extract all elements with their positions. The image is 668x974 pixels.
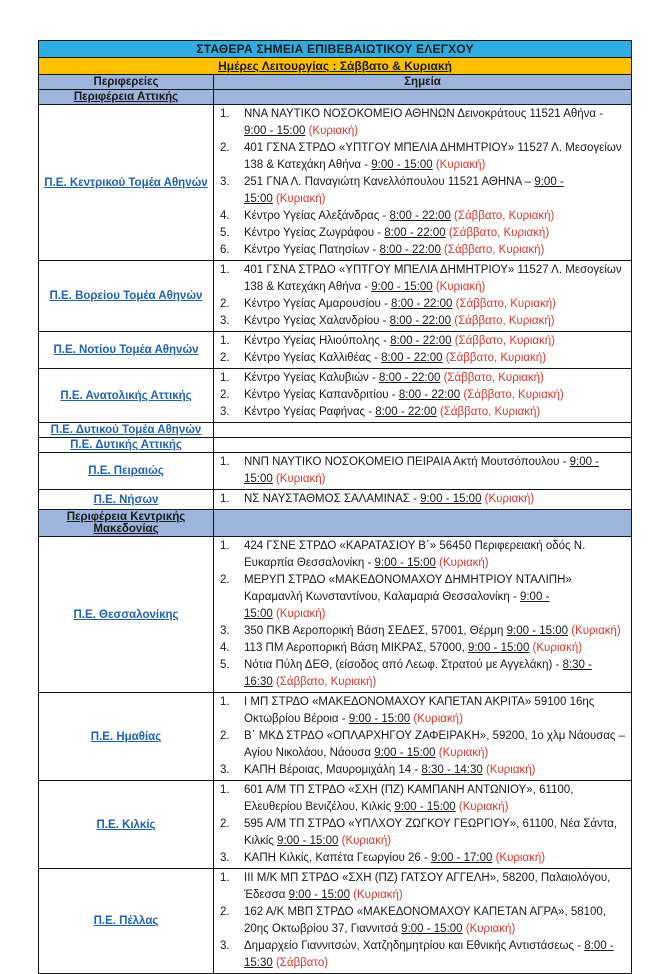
- item-number: 5.: [220, 659, 230, 671]
- checkpoint-item: [218, 782, 627, 816]
- checkpoint-item: [218, 657, 627, 691]
- item-number: 2.: [220, 574, 230, 586]
- points-cell: [214, 369, 632, 423]
- item-hours: 9:00 - 15:00: [288, 889, 350, 901]
- item-location: Κέντρο Υγείας Καλυβιών -: [244, 372, 380, 384]
- item-days: (Κυριακή): [568, 625, 621, 637]
- group-header-label: Περιφέρεια Αττικής: [73, 91, 179, 103]
- checkpoint-item: [218, 262, 627, 296]
- region-name-cell: [39, 423, 214, 438]
- group-header-cell: [39, 510, 214, 537]
- item-days: (Κυριακή): [529, 642, 583, 654]
- item-text: [244, 370, 627, 387]
- item-days: (Σάββατο, Κυριακή): [460, 389, 564, 401]
- checkpoint-item: [218, 454, 627, 488]
- checkpoint-item: [218, 904, 627, 938]
- item-days: (Κυριακή): [462, 923, 516, 935]
- item-location: 350 ΠΚΒ Αεροπορική Βάση ΣΕΔΕΣ, 57001, Θέρμη: [244, 625, 507, 637]
- item-hours: 9:00 - 15:00: [277, 835, 339, 847]
- points-cell: [214, 105, 632, 261]
- item-location: ΜΕΡΥΠ ΣΤΡΔΟ «ΜΑΚΕΔΟΝΟΜΑΧΟΥ ΔΗΜΗΤΡΙΟΥ ΝΤΑΛΙΠΗ» Καραμανλή Κωνσταντίνου, Καλαμαριά Θεσσαλονίκη -: [244, 574, 572, 603]
- group-header-cell: [39, 90, 214, 105]
- item-hours: 8:00 - 22:00: [389, 315, 452, 327]
- item-hours: 9:00 - 15:00: [348, 713, 411, 725]
- item-number: 3.: [220, 315, 230, 327]
- item-days: (Σάββατο, Κυριακή): [451, 315, 555, 327]
- item-number: 1.: [220, 108, 230, 120]
- item-text: [244, 262, 627, 296]
- item-location: Ι ΜΠ ΣΤΡΔΟ «ΜΑΚΕΔΟΝΟΜΑΧΟΥ ΚΑΠΕΤΑΝ ΑΚΡΙΤΑ» 59100 16ης Οκτωβρίου Βέροια -: [244, 696, 595, 725]
- item-days: (Σάββατο, Κυριακή): [451, 335, 556, 347]
- region-name-cell: [39, 537, 214, 693]
- region-row: [39, 369, 632, 423]
- item-days: (Σάββατο): [272, 957, 329, 969]
- points-cell: [214, 453, 632, 490]
- checkpoint-item: [218, 572, 627, 623]
- checkpoint-item: [218, 208, 627, 225]
- checkpoint-item: [218, 762, 627, 779]
- table-body: [39, 90, 632, 974]
- item-text: [244, 623, 627, 640]
- item-location: Κέντρο Υγείας Αλεξάνδρας -: [244, 210, 390, 222]
- item-days: (Κυριακή): [272, 193, 326, 205]
- item-text: [244, 538, 627, 572]
- checkpoint-item: [218, 296, 627, 313]
- item-location: 401 ΓΣΝΑ ΣΤΡΔΟ «ΥΠΤΓΟΥ ΜΠΕΛΙΑ ΔΗΜΗΤΡΙΟΥ» 11527 Λ. Μεσογείων 138 & Κατεχάκη Αθήνα -: [244, 264, 622, 293]
- item-hours: 9:00 - 15:00: [374, 557, 436, 569]
- item-number: 3.: [220, 625, 230, 637]
- item-location: Κέντρο Υγείας Καλλιθέας -: [244, 352, 382, 364]
- region-link[interactable]: Π.Ε. Κιλκίς: [96, 818, 156, 831]
- item-location: 601 Α/Μ ΤΠ ΣΤΡΔΟ «ΣΧΗ (ΠΖ) ΚΑΜΠΑΝΗ ΑΝΤΩΝΙΟΥ», 61100, Ελευθερίου Βενιζέλου, Κιλκίς: [244, 784, 574, 813]
- region-name-cell: [39, 332, 214, 369]
- item-location: 113 ΠΜ Αεροπορική Βάση ΜΙΚΡΑΣ, 57000,: [244, 642, 468, 654]
- region-name-cell: [39, 369, 214, 423]
- region-link[interactable]: Π.Ε. Πειραιώς: [88, 465, 164, 477]
- group-header-label: Περιφέρεια Κεντρικής Μακεδονίας: [66, 511, 186, 535]
- checkpoint-item: [218, 938, 627, 972]
- region-row: [39, 105, 632, 261]
- item-number: 2.: [220, 142, 230, 154]
- item-location: Κέντρο Υγείας Χαλανδρίου -: [244, 315, 390, 327]
- item-days: (Κυριακή): [482, 764, 536, 776]
- item-hours: 9:00 - 17:00: [431, 852, 493, 864]
- points-cell: [214, 693, 632, 781]
- item-text: [244, 333, 627, 350]
- group-header-row: [39, 90, 632, 105]
- item-text: [244, 350, 627, 367]
- item-text: [244, 657, 627, 691]
- checkpoint-item: [218, 694, 627, 728]
- points-cell: [214, 537, 632, 693]
- column-header-points: Σημεία: [214, 75, 632, 90]
- item-number: 1.: [220, 372, 230, 384]
- item-days: (Σάββατο, Κυριακή): [272, 676, 377, 688]
- item-location: ΝΣ ΝΑΥΣΤΑΘΜΟΣ ΣΑΛΑΜΙΝΑΣ -: [244, 493, 421, 505]
- item-days: (Κυριακή): [338, 835, 392, 847]
- item-days: (Κυριακή): [435, 557, 489, 569]
- region-name-cell: [39, 490, 214, 510]
- item-number: 2.: [220, 818, 230, 830]
- item-location: Κέντρο Υγείας Ηλιούπολης -: [244, 335, 391, 347]
- region-name-cell: [39, 438, 214, 453]
- item-location: 162 Α/Κ ΜΒΠ ΣΤΡΔΟ «ΜΑΚΕΔΟΝΟΜΑΧΟΥ ΚΑΠΕΤΑΝ ΑΓΡΑ», 58100, 20ης Οκτωβρίου 37, Γιαννιτσά: [244, 906, 607, 935]
- item-location: 424 ΓΣΝΕ ΣΤΡΔΟ «ΚΑΡΑΤΑΣΙΟΥ Β΄» 56450 Περιφερειακή οδός Ν. Ευκαρπία Θεσσαλονίκη -: [244, 540, 586, 569]
- region-link[interactable]: Π.Ε. Νοτίου Τομέα Αθηνών: [53, 344, 199, 356]
- item-number: 2.: [220, 730, 230, 742]
- region-row: [39, 453, 632, 490]
- region-link[interactable]: Π.Ε. Θεσσαλονίκης: [73, 608, 179, 621]
- points-cell: [214, 490, 632, 510]
- item-location: Κέντρο Υγείας Αμαρουσίου -: [244, 298, 392, 310]
- item-number: 2.: [220, 298, 230, 310]
- region-link[interactable]: Π.Ε. Βορείου Τομέα Αθηνών: [49, 290, 203, 302]
- item-location: Κέντρο Υγείας Πατησίων -: [244, 244, 380, 256]
- item-number: 1.: [220, 784, 230, 796]
- item-hours: 9:00 - 15:00: [394, 801, 456, 813]
- item-location: Κέντρο Υγείας Ζωγράφου -: [244, 227, 385, 239]
- item-hours: 8:00 - 15:30: [244, 940, 614, 969]
- item-number: 1.: [220, 264, 230, 276]
- region-link[interactable]: Π.Ε. Ημαθίας: [90, 730, 162, 743]
- item-days: (Κυριακή): [435, 747, 489, 759]
- item-hours: 8:00 - 22:00: [375, 406, 437, 418]
- item-number: 1.: [220, 493, 230, 505]
- item-text: [244, 491, 627, 508]
- item-days: (Σάββατο, Κυριακή): [440, 244, 545, 256]
- document-title: ΣΤΑΘΕΡΑ ΣΗΜΕΙΑ ΕΠΙΒΕΒΑΙΩΤΙΚΟΥ ΕΛΕΓΧΟΥ: [39, 41, 632, 58]
- checkpoint-item: [218, 225, 627, 242]
- region-link[interactable]: Π.Ε. Δυτικού Τομέα Αθηνών: [50, 424, 202, 436]
- region-name-cell: [39, 453, 214, 490]
- region-row: [39, 332, 632, 369]
- checkpoint-item: [218, 538, 627, 572]
- checkpoint-item: [218, 728, 627, 762]
- item-hours: 8:00 - 22:00: [379, 244, 441, 256]
- item-text: [244, 242, 627, 259]
- region-row: [39, 423, 632, 438]
- item-text: [244, 640, 627, 657]
- points-cell: [214, 261, 632, 332]
- checkpoint-item: [218, 242, 627, 259]
- item-number: 2.: [220, 352, 230, 364]
- region-link[interactable]: Π.Ε. Πέλλας: [93, 915, 159, 927]
- points-cell: [214, 869, 632, 974]
- checkpoint-item: [218, 387, 627, 404]
- item-text: [244, 225, 627, 242]
- item-hours: 9:00 - 15:00: [244, 125, 306, 137]
- item-text: [244, 313, 627, 330]
- checkpoint-item: [218, 640, 627, 657]
- item-text: [244, 404, 627, 421]
- item-hours: 8:00 - 22:00: [381, 352, 443, 364]
- item-days: (Σάββατο, Κυριακή): [442, 352, 547, 364]
- item-text: [244, 296, 627, 313]
- item-text: [244, 106, 627, 140]
- item-number: 3.: [220, 406, 230, 418]
- item-location: 251 ΓΝΑ Λ. Παναγιώτη Κανελλόπουλου 11521 ΑΘΗΝΑ –: [244, 176, 535, 188]
- item-number: 1.: [220, 872, 230, 884]
- item-number: 5.: [220, 227, 230, 239]
- checkpoint-item: [218, 370, 627, 387]
- region-name-cell: [39, 781, 214, 869]
- item-days: (Κυριακή): [432, 159, 486, 171]
- points-cell: [214, 332, 632, 369]
- item-hours: 8:30 - 16:30: [244, 659, 592, 688]
- item-number: 4.: [220, 642, 230, 654]
- item-hours: 8:00 - 22:00: [379, 372, 441, 384]
- item-number: 1.: [220, 335, 230, 347]
- item-hours: 8:00 - 22:00: [398, 389, 461, 401]
- item-location: ΝΝΑ ΝΑΥΤΙΚΟ ΝΟΣΟΚΟΜΕΙΟ ΑΘΗΝΩΝ Δεινοκράτους 11521 Αθήνα -: [244, 108, 604, 120]
- points-cell: [214, 423, 632, 438]
- item-number: 3.: [220, 852, 230, 864]
- item-hours: 8:00 - 22:00: [390, 335, 452, 347]
- item-text: [244, 904, 627, 938]
- region-name-cell: [39, 105, 214, 261]
- item-location: Β΄ ΜΚΔ ΣΤΡΔΟ «ΟΠΛΑΡΧΗΓΟΥ ΖΑΦΕΙΡΑΚΗ», 59200, 1ο χλμ Νάουσας – Αγίου Νικολάου, Νάουσα: [244, 730, 626, 759]
- checkpoint-item: [218, 350, 627, 367]
- title-row: [39, 41, 632, 58]
- region-row: [39, 490, 632, 510]
- item-hours: 8:00 - 22:00: [391, 298, 453, 310]
- item-number: 3.: [220, 764, 230, 776]
- item-days: (Κυριακή): [410, 713, 463, 725]
- region-name-cell: [39, 261, 214, 332]
- item-days: (Κυριακή): [432, 281, 486, 293]
- region-link[interactable]: Π.Ε. Ανατολικής Αττικής: [60, 389, 192, 402]
- item-days: (Σάββατο, Κυριακή): [452, 298, 556, 310]
- item-text: [244, 728, 627, 762]
- group-header-spacer: [214, 510, 632, 537]
- item-location: ΚΑΠΗ Κιλκίς, Καπέτα Γεωργίου 26 -: [244, 852, 431, 864]
- item-hours: 9:00 - 15:00: [244, 591, 550, 620]
- item-number: 6.: [220, 244, 230, 256]
- checkpoint-item: [218, 816, 627, 850]
- item-location: Νότια Πύλη ΔΕΘ, (είσοδος από Λεωφ. Στρατού με Αγγελάκη) -: [244, 659, 563, 671]
- item-text: [244, 454, 627, 488]
- item-number: 2.: [220, 906, 230, 918]
- points-cell: [214, 438, 632, 453]
- item-days: (Σάββατο, Κυριακή): [450, 210, 555, 222]
- region-name-cell: [39, 693, 214, 781]
- item-text: [244, 572, 627, 623]
- item-location: ΙΙΙ Μ/Κ ΜΠ ΣΤΡΔΟ «ΣΧΗ (ΠΖ) ΓΑΤΣΟΥ ΑΓΓΕΛΗ», 58200, Παλαιολόγου, Έδεσσα: [244, 872, 611, 901]
- item-text: [244, 850, 627, 867]
- item-text: [244, 870, 627, 904]
- checkpoint-item: [218, 140, 627, 174]
- item-days: (Κυριακή): [492, 852, 546, 864]
- item-hours: 9:00 - 15:00: [420, 493, 482, 505]
- item-location: Κέντρο Υγείας Καπανδριτίου -: [244, 389, 399, 401]
- item-location: ΝΝΠ ΝΑΥΤΙΚΟ ΝΟΣΟΚΟΜΕΙΟ ΠΕΙΡΑΙΑ Ακτή Μουτσόπουλου -: [244, 456, 570, 468]
- item-text: [244, 816, 627, 850]
- checkpoints-table: [38, 40, 632, 974]
- column-header-regions: Περιφερείες: [39, 75, 214, 90]
- checkpoint-item: [218, 870, 627, 904]
- item-days: (Σάββατο, Κυριακή): [440, 372, 544, 384]
- column-header-row: [39, 75, 632, 90]
- checkpoint-item: [218, 333, 627, 350]
- item-number: 3.: [220, 940, 230, 952]
- item-number: 1.: [220, 456, 230, 468]
- item-number: 1.: [220, 696, 230, 708]
- item-days: (Κυριακή): [272, 608, 326, 620]
- item-text: [244, 140, 627, 174]
- region-link[interactable]: Π.Ε. Κεντρικού Τομέα Αθηνών: [44, 176, 208, 189]
- item-hours: 9:00 - 15:00: [467, 642, 530, 654]
- checkpoint-item: [218, 491, 627, 508]
- operating-days-cell: [39, 58, 632, 75]
- item-days: (Κυριακή): [305, 125, 359, 137]
- item-hours: 8:00 - 22:00: [384, 227, 446, 239]
- item-days: (Κυριακή): [349, 889, 403, 901]
- item-hours: 8:30 - 14:30: [421, 764, 483, 776]
- item-text: [244, 694, 627, 728]
- item-days: (Κυριακή): [455, 801, 509, 813]
- group-header-spacer: [214, 90, 632, 105]
- item-days: (Σάββατο, Κυριακή): [445, 227, 550, 239]
- group-header-row: [39, 510, 632, 537]
- region-link[interactable]: Π.Ε. Νήσων: [93, 493, 159, 506]
- item-text: [244, 782, 627, 816]
- item-hours: 9:00 - 15:00: [506, 625, 568, 637]
- item-location: Δημαρχείο Γιαννιτσών, Χατζηδημητρίου και Εθνικής Αντιστάσεως -: [244, 940, 585, 952]
- item-text: [244, 938, 627, 972]
- item-days: (Σάββατο, Κυριακή): [436, 406, 541, 418]
- region-link[interactable]: Π.Ε. Δυτικής Αττικής: [70, 439, 182, 451]
- item-text: [244, 208, 627, 225]
- operating-days-label: Ημέρες Λειτουργίας : Σάββατο & Κυριακή: [218, 59, 452, 73]
- item-hours: 9:00 - 15:00: [371, 159, 433, 171]
- item-hours: 9:00 - 15:00: [244, 176, 564, 205]
- region-name-cell: [39, 869, 214, 974]
- checkpoint-item: [218, 404, 627, 421]
- checkpoint-item: [218, 850, 627, 867]
- points-cell: [214, 781, 632, 869]
- item-hours: 9:00 - 15:00: [374, 747, 436, 759]
- item-text: [244, 762, 627, 779]
- region-row: [39, 869, 632, 974]
- item-number: 2.: [220, 389, 230, 401]
- item-location: 401 ΓΣΝΑ ΣΤΡΔΟ «ΥΠΤΓΟΥ ΜΠΕΛΙΑ ΔΗΜΗΤΡΙΟΥ» 11527 Λ. Μεσογείων 138 & Κατεχάκη Αθήνα -: [244, 142, 622, 171]
- operating-days-row: [39, 58, 632, 75]
- item-days: (Κυριακή): [481, 493, 535, 505]
- region-row: [39, 261, 632, 332]
- item-location: ΚΑΠΗ Βέροιας, Μαυρομιχάλη 14 -: [244, 764, 422, 776]
- checkpoint-item: [218, 313, 627, 330]
- item-hours: 9:00 - 15:00: [401, 923, 463, 935]
- checkpoint-item: [218, 106, 627, 140]
- item-text: [244, 387, 627, 404]
- item-location: Κέντρο Υγείας Ραφήνας -: [244, 406, 376, 418]
- checkpoint-item: [218, 174, 627, 208]
- item-hours: 9:00 - 15:00: [244, 456, 600, 485]
- item-text: [244, 174, 627, 208]
- region-row: [39, 537, 632, 693]
- region-row: [39, 438, 632, 453]
- item-days: (Κυριακή): [272, 473, 326, 485]
- region-row: [39, 693, 632, 781]
- region-row: [39, 781, 632, 869]
- item-hours: 8:00 - 22:00: [389, 210, 451, 222]
- item-hours: 9:00 - 15:00: [371, 281, 433, 293]
- checkpoint-item: [218, 623, 627, 640]
- item-number: 1.: [220, 540, 230, 552]
- item-number: 3.: [220, 176, 230, 188]
- item-location: 595 Α/Μ ΤΠ ΣΤΡΔΟ «ΥΠΛΧΟΥ ΖΩΓΚΟΥ ΓΕΩΡΓΙΟΥ», 61100, Νέα Σάντα, Κιλκίς: [244, 818, 618, 847]
- item-number: 4.: [220, 210, 230, 222]
